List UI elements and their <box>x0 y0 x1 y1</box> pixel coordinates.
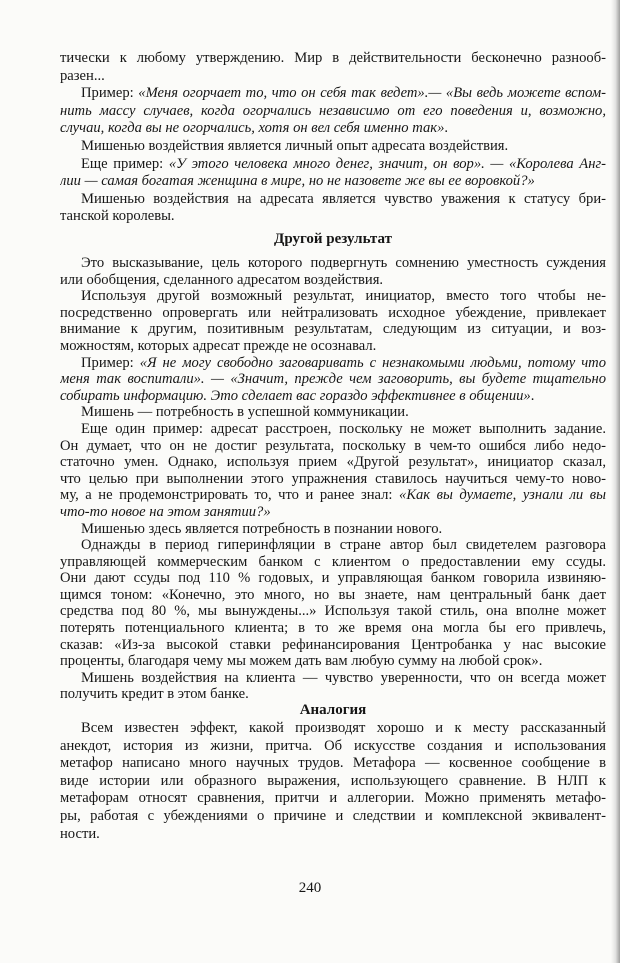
text: Мишень — потребность в успешной коммуникации. <box>81 404 409 421</box>
text-block-analogy <box>60 720 606 843</box>
text: потерять потенциального клиента; в то же время она могла бы его привлечь, <box>60 620 606 637</box>
text-block-intro <box>60 50 606 226</box>
text: Мишенью воздействия является личный опыт адресата воздействия. <box>81 137 509 154</box>
text: сказав: «Из-за высокой ставки рефинансирования Центробанка у нас высокие <box>60 636 606 653</box>
text-line <box>60 388 606 405</box>
text-line <box>60 85 606 103</box>
text-line <box>60 738 606 756</box>
italic-text: меня так воспитали». — «Значит, прежде чем заговорить, вы будете тщательно <box>60 371 606 388</box>
text-line <box>60 255 606 272</box>
text: посредственно опровергать или нейтрализовать исходное убеждение, привлекает <box>60 304 606 321</box>
text-line <box>60 208 606 226</box>
text-line <box>60 487 606 504</box>
text-line <box>60 305 606 322</box>
text-line <box>60 637 606 654</box>
text-line <box>60 288 606 305</box>
text-line <box>60 570 606 587</box>
italic-text: лии — самая богатая женщина в мире, но не назовете же вы ее воровкой?» <box>60 173 535 190</box>
text: Еще пример: <box>81 155 169 172</box>
text: Пример: <box>81 354 140 371</box>
text: . <box>530 387 535 404</box>
text-line <box>60 603 606 620</box>
text-line <box>60 120 606 138</box>
page-edge-shadow <box>611 0 620 963</box>
text: му, а не продемонстрировать то, что и ранее знал: <box>60 487 400 504</box>
section-heading-other-result: Другой результат <box>274 231 392 247</box>
text-line <box>60 421 606 438</box>
text-line <box>60 554 606 571</box>
text-line <box>60 338 606 355</box>
text-line <box>60 587 606 604</box>
italic-text: «Меня огорчает то, что он себя так ведет».— «Вы ведь можете вспом- <box>138 85 606 102</box>
text-line <box>60 191 606 209</box>
text-line <box>60 371 606 388</box>
text-line <box>60 653 606 670</box>
italic-text: что-то новое на этом занятии?» <box>60 503 271 520</box>
text: средства под 80 %, мы вынуждены...» Используя такой стиль, она вполне может <box>60 603 606 620</box>
text: . <box>444 120 449 137</box>
section-heading-analogy: Аналогия <box>299 702 367 718</box>
text-line <box>60 68 606 86</box>
text: можностям, которых адресат прежде не осознавал. <box>60 337 377 354</box>
text: Это высказывание, цель которого подвергнуть сомнению уместность суждения <box>81 255 606 271</box>
text-line <box>60 755 606 773</box>
text-line <box>60 454 606 471</box>
italic-text: «Как вы думаете, узнали ли вы <box>399 487 606 504</box>
text: ности. <box>60 825 100 842</box>
text: виде истории или образного выражения, использующего сравнение. В НЛП к <box>60 772 606 789</box>
text-line <box>60 321 606 338</box>
text: Они дают ссуды под 110 % годовых, и управляющая банком говорила извиняю- <box>60 570 606 587</box>
text: внимание к другим, позитивным результатам, следующим из ситуации, и воз- <box>60 321 606 338</box>
text-line <box>60 471 606 488</box>
text-line <box>60 272 606 289</box>
text-line <box>60 404 606 421</box>
italic-text: «Я не могу свободно заговаривать с незнакомыми людьми, потому что <box>139 354 606 371</box>
text: Всем известен эффект, какой производят хорошо и к месту рассказанный <box>81 720 606 736</box>
text-line <box>60 173 606 191</box>
text-line <box>60 670 606 687</box>
text-line <box>60 103 606 121</box>
text-line <box>60 438 606 455</box>
text: что целью при выполнении этого упражнения ставилось научиться чему-то ново- <box>60 470 606 487</box>
page-number: 240 <box>298 880 322 896</box>
text-line <box>60 773 606 791</box>
text-line <box>60 355 606 372</box>
text-line <box>60 790 606 808</box>
text: Используя другой возможный результат, инициатор, вместо того чтобы не- <box>81 288 606 305</box>
text: или обобщения, сделанного адресатом воздействия. <box>60 271 384 288</box>
text: Пример: <box>81 85 139 102</box>
text: щимся тоном: «Конечно, это много, но вы знаете, нам центральный банк дает <box>60 586 606 603</box>
text: Мишень воздействия на клиента — чувство уверенности, что он всегда может <box>81 669 606 686</box>
text-line <box>60 138 606 156</box>
text: тически к любому утверждению. Мир в действительности бесконечно разнооб- <box>60 50 606 66</box>
text-line <box>60 720 606 738</box>
text: статочно умен. Однако, используя прием «Другой результат», инициатор сказал, <box>60 454 606 471</box>
text-line <box>60 537 606 554</box>
italic-text: случаи, когда вы не огорчались, хотя он вел себя именно так» <box>60 120 445 137</box>
text: анекдот, история из жизни, притча. Об искусстве создания и использования <box>60 737 606 754</box>
text-line <box>60 826 606 844</box>
text: ры, работая с убеждениями о причине и следствии и комплексной эквивалент- <box>60 807 606 824</box>
text-line <box>60 50 606 68</box>
text: Он думает, что он не достиг результата, поскольку в чем-то ошибся либо недо- <box>60 437 606 454</box>
text: разен... <box>60 67 105 84</box>
text-line <box>60 156 606 174</box>
text-line <box>60 686 606 703</box>
text: Мишенью здесь является потребность в познании нового. <box>81 520 443 537</box>
text-line <box>60 521 606 538</box>
text-line <box>60 504 606 521</box>
text: Мишенью воздействия на адресата является чувство уважения к статусу бри- <box>81 190 606 207</box>
italic-text: собирать информацию. Это сделает вас гораздо эффективнее в общении» <box>60 387 531 404</box>
text: Еще один пример: адресат расстроен, поскольку не может выполнить задание. <box>81 420 606 437</box>
text: Однажды в период гиперинфляции в стране автор был свидетелем разговора <box>81 537 606 554</box>
text: метафорам относят сравнения, притчи и аллегории. Можно применять метафо- <box>60 790 606 807</box>
text: танской королевы. <box>60 208 175 225</box>
text: получить кредит в этом банке. <box>60 686 249 703</box>
text-block-other-result <box>60 255 606 703</box>
italic-text: «У этого человека много денег, значит, он вор». — «Королева Анг- <box>168 155 606 172</box>
text-line <box>60 808 606 826</box>
italic-text: нить массу случаев, когда огорчались независимо от его поведения и, возможно, <box>60 102 606 119</box>
text: проценты, благодаря чему мы можем дать вам любую сумму на любой срок». <box>60 653 543 670</box>
text: управляющей коммерческим банком с клиентом о предоставлении ему ссуды. <box>60 553 606 570</box>
text: метафор написано много научных трудов. Метафора — косвенное сообщение в <box>60 755 606 772</box>
text-line <box>60 620 606 637</box>
